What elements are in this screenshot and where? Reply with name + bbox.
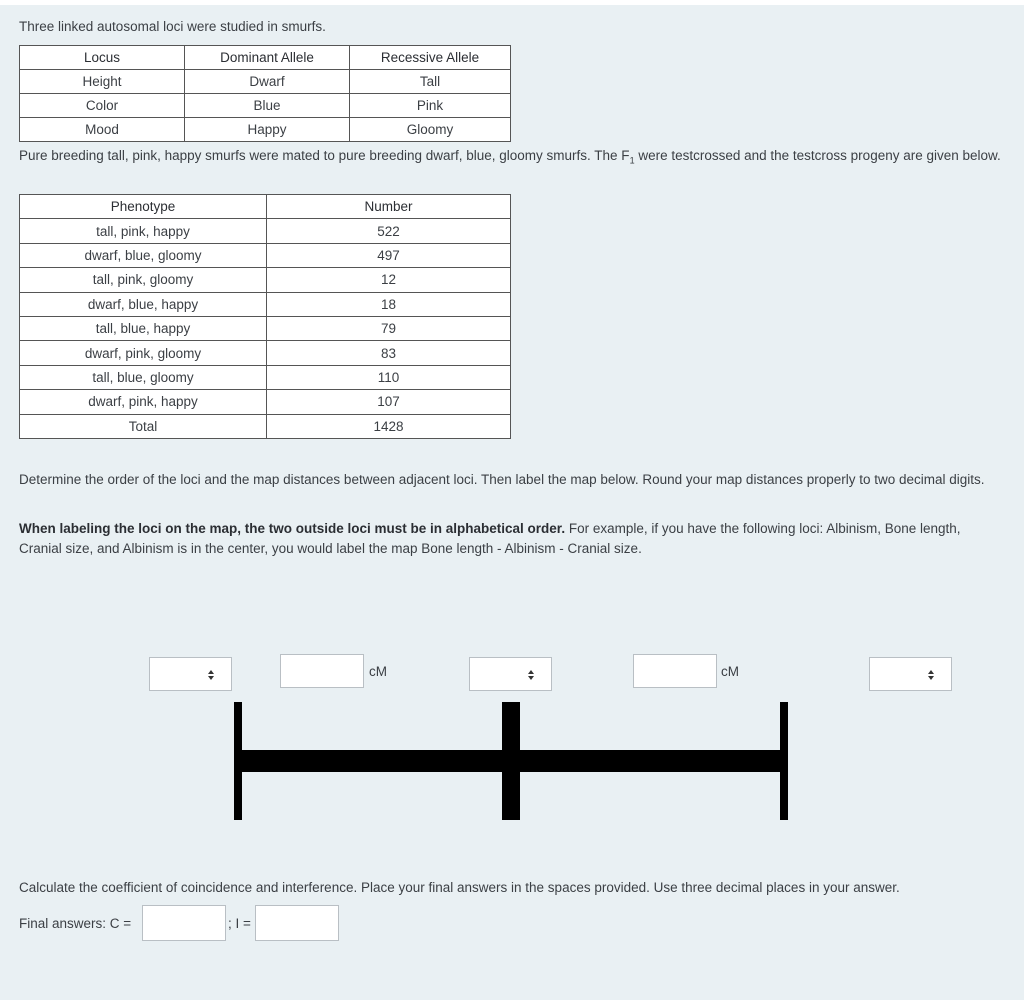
- labeling-rule-text: When labeling the loci on the map, the two outside loci must be in alphabetical order. For example, if you have the following loci: Albinism, Bone length, Cranial size, and Albinism is in the center, you would label the map Bone length - Albinism - Cranial size.: [19, 521, 961, 556]
- locus-select-right[interactable]: [869, 657, 952, 691]
- table-cell: 107: [267, 390, 511, 414]
- unit-label: cM: [721, 664, 739, 679]
- instructions-text: Determine the order of the loci and the map distances between adjacent loci. Then label the map below. Round your map distances properly to two decimal digits.: [19, 472, 985, 487]
- table-cell: dwarf, blue, gloomy: [20, 243, 267, 267]
- column-header: Phenotype: [20, 195, 267, 219]
- table-row: [20, 94, 511, 118]
- select-arrows-icon: [207, 668, 215, 682]
- table-row: [20, 390, 511, 414]
- column-header: Dominant Allele: [185, 46, 350, 70]
- table-cell: Color: [20, 94, 185, 118]
- table-cell: tall, pink, gloomy: [20, 268, 267, 292]
- table-cell: dwarf, pink, happy: [20, 390, 267, 414]
- table-cell: Tall: [350, 70, 511, 94]
- locus-select-left[interactable]: [149, 657, 232, 691]
- unit-label: cM: [369, 664, 387, 679]
- table-cell: Height: [20, 70, 185, 94]
- table-row: [20, 365, 511, 389]
- table-cell: Gloomy: [350, 118, 511, 142]
- coincidence-instructions: Calculate the coefficient of coincidence and interference. Place your final answers in the spaces provided. Use three decimal places in your answer.: [19, 880, 900, 895]
- total-label: Total: [20, 414, 267, 438]
- column-header: Recessive Allele: [350, 46, 511, 70]
- table-cell: Blue: [185, 94, 350, 118]
- coefficient-of-coincidence-input[interactable]: [142, 905, 226, 941]
- table-cell: Happy: [185, 118, 350, 142]
- table-row: [20, 219, 511, 243]
- map-line: [234, 750, 788, 772]
- interference-input[interactable]: [255, 905, 339, 941]
- table-cell: dwarf, blue, happy: [20, 292, 267, 316]
- table-cell: tall, blue, happy: [20, 316, 267, 340]
- total-value: 1428: [267, 414, 511, 438]
- column-header: Locus: [20, 46, 185, 70]
- select-arrows-icon: [927, 668, 935, 682]
- table-cell: 110: [267, 365, 511, 389]
- table-cell: 83: [267, 341, 511, 365]
- table-header-row: [20, 195, 511, 219]
- table-cell: 522: [267, 219, 511, 243]
- select-arrows-icon: [527, 668, 535, 682]
- cross-description: Pure breeding tall, pink, happy smurfs were mated to pure breeding dwarf, blue, gloomy smurfs. The $F_1$ were testcrossed and the testcross progeny are given below.: [19, 148, 1001, 166]
- table-cell: dwarf, pink, gloomy: [20, 341, 267, 365]
- table-cell: 497: [267, 243, 511, 267]
- table-cell: 18: [267, 292, 511, 316]
- final-answers-label: Final answers: C =: [19, 916, 132, 931]
- table-cell: Mood: [20, 118, 185, 142]
- table-cell: 79: [267, 316, 511, 340]
- intro-text: Three linked autosomal loci were studied in smurfs.: [19, 19, 326, 34]
- distance-input-2[interactable]: [633, 654, 717, 688]
- table-cell: Pink: [350, 94, 511, 118]
- table-cell: tall, blue, gloomy: [20, 365, 267, 389]
- table-row: [20, 292, 511, 316]
- table-header-row: [20, 46, 511, 70]
- interference-label: ; I =: [228, 916, 251, 931]
- table-row: [20, 243, 511, 267]
- top-border: [0, 0, 1024, 5]
- table-row: [20, 341, 511, 365]
- locus-table: [19, 45, 511, 142]
- distance-input-1[interactable]: [280, 654, 364, 688]
- table-cell: 12: [267, 268, 511, 292]
- column-header: Number: [267, 195, 511, 219]
- table-row: [20, 268, 511, 292]
- total-row: [20, 414, 511, 438]
- table-row: [20, 70, 511, 94]
- table-cell: tall, pink, happy: [20, 219, 267, 243]
- locus-select-center[interactable]: [469, 657, 552, 691]
- table-row: [20, 118, 511, 142]
- table-row: [20, 316, 511, 340]
- table-cell: Dwarf: [185, 70, 350, 94]
- phenotype-table: [19, 194, 511, 439]
